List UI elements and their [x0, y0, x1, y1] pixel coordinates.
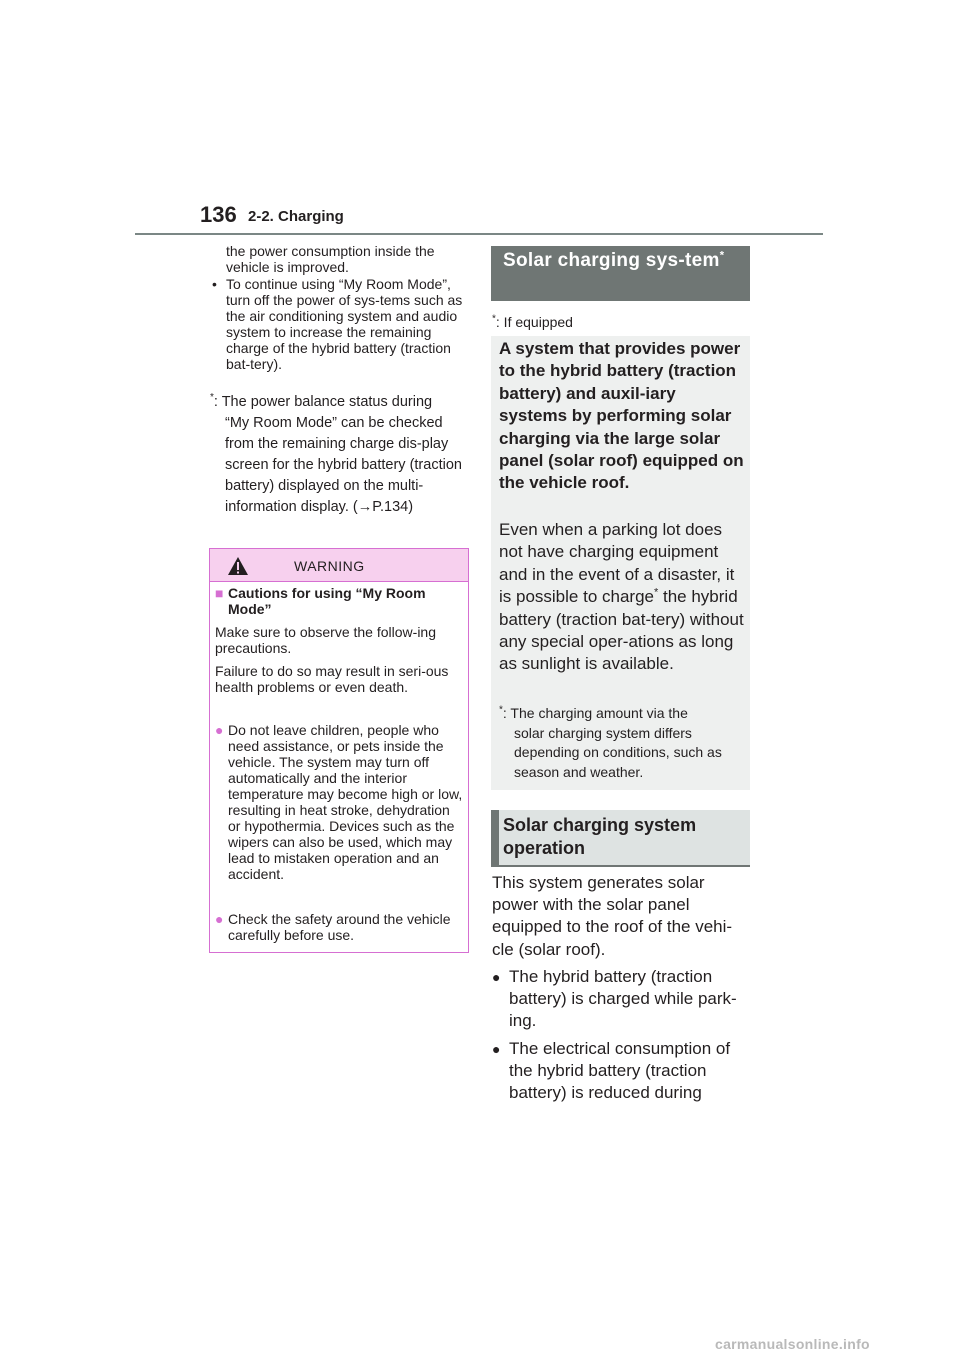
warning-body: Failure to do so may result in seri-ous health problems or even death.: [215, 663, 449, 695]
operation-heading-text: Solar charging system operation: [503, 815, 697, 858]
intro-summary: A system that provides power to the hybrid battery (traction battery) and auxil-iary systems by performing solar charging via the large solar panel (solar roof) equipped on the vehicle roof.: [499, 339, 744, 493]
warning-list-item: [215, 722, 463, 882]
bullet-text: To continue using “My Room Mode”, turn off the power of sys-tems such as the air conditioning system and audio system to increase the remaining charge of the hybrid battery (traction bat-tery).: [226, 276, 463, 372]
warning-header: [210, 549, 468, 582]
bullet-dot-icon: ●: [215, 911, 224, 927]
intro-mark: *: [653, 586, 659, 599]
note-mark: *: [492, 313, 496, 325]
heading-text: Solar charging sys-tem: [503, 250, 720, 271]
intro-text-part: Even when a parking lot does not have charging equipment and in the event of a disaster, it is possible to charge: [499, 520, 735, 607]
operation-body: This system generates solar power with the solar panel equipped to the roof of the vehi-cle (solar roof).: [492, 873, 733, 959]
warning-bullet-text: Check the safety around the vehicle carefully before use.: [228, 911, 451, 943]
footnote-mark: *: [499, 704, 503, 716]
warning-triangle-icon: [227, 556, 249, 576]
list-item: [492, 966, 752, 1033]
bullet-text: The hybrid battery (traction battery) is charged while park-ing.: [509, 967, 737, 1031]
section-title: 2-2. Charging: [248, 208, 344, 225]
warning-title: [215, 585, 463, 617]
warning-list-item: [215, 911, 463, 943]
list-item: [212, 276, 472, 372]
footnote-mark: *: [210, 392, 214, 404]
solar-charging-heading: [491, 246, 750, 301]
footnote-text: “My Room Mode” can be checked from the remaining charge dis-play screen for the hybrid battery (traction battery) displayed on the multi-information display. (→P.134): [225, 415, 462, 515]
warning-body: Make sure to observe the follow-ing precautions.: [215, 624, 436, 656]
operation-heading: [491, 810, 750, 867]
bullet-text: The electrical consumption of the hybrid battery (traction battery) is reduced during: [509, 1039, 731, 1103]
footnote-text: solar charging system differs depending on conditions, such as season and weather.: [514, 724, 722, 780]
bullet-dot-icon: ●: [492, 1041, 501, 1057]
intro-text: [499, 519, 744, 676]
watermark: carmanualsonline.info: [715, 1336, 870, 1352]
warning-bullet-text: Do not leave children, people who need assistance, or pets inside the vehicle. The system may turn off automatically and the interior temperature may become high or low, resulting in heat stroke, dehydration or hypothermia. Devices such as the wipers can also be used, which may lead to mistaken operation and an accident.: [228, 722, 463, 882]
bullet-dot-icon: ●: [215, 722, 224, 738]
page-number: 136: [200, 202, 237, 227]
footnote-lead: : The power balance status during: [213, 394, 433, 410]
warning-label: WARNING: [294, 558, 365, 574]
intro-text-part: the hybrid battery (traction bat-tery) without any special oper-ations as long as sunlight is available.: [499, 587, 744, 674]
square-bullet-icon: ■: [215, 585, 224, 601]
if-equipped-note: [492, 314, 573, 330]
footnote-lead: : The charging amount via the: [502, 705, 688, 721]
intro-continuation: the power consumption inside the vehicle is improved.: [226, 243, 435, 275]
intro-footnote: [499, 704, 744, 782]
list-item: [492, 1038, 752, 1105]
note-text: : If equipped: [495, 314, 573, 330]
heading-mark: *: [719, 249, 725, 262]
warning-title-text: Cautions for using “My Room Mode”: [228, 585, 426, 617]
footnote: [210, 392, 470, 518]
warning-box: [209, 548, 469, 953]
header-rule: [135, 233, 823, 235]
bullet-icon: •: [212, 276, 217, 292]
intro-box: [491, 336, 750, 790]
bullet-dot-icon: ●: [492, 969, 501, 985]
